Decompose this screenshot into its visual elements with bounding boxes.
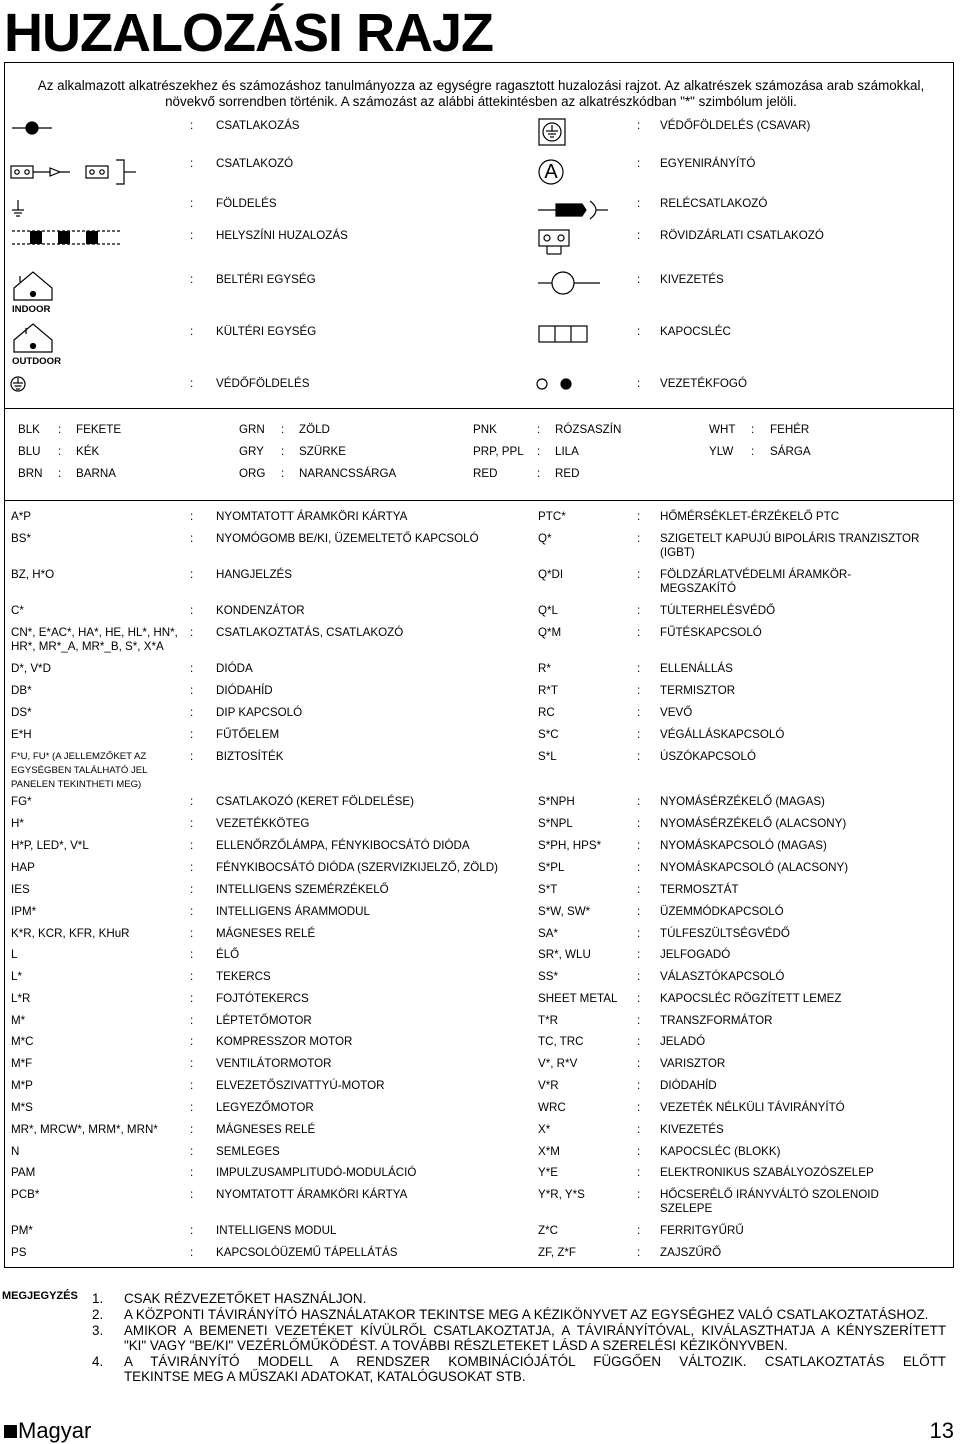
- component-description: FÉNYKIBOCSÁTÓ DIÓDA (SZERVIZKIJELZŐ, ZÖLD): [216, 861, 498, 874]
- component-description: VARISZTOR: [660, 1057, 726, 1070]
- colon: :: [537, 467, 541, 480]
- colon: :: [190, 817, 194, 830]
- colon: :: [190, 510, 194, 523]
- indoor-label: INDOOR: [12, 304, 51, 315]
- wire-color-code: RED: [473, 467, 498, 480]
- component-code: PCB*: [11, 1188, 40, 1201]
- component-code: WRC: [538, 1101, 566, 1114]
- component-code: X*: [538, 1123, 551, 1136]
- component-code: K*R, KCR, KFR, KHuR: [11, 927, 130, 940]
- component-description: VÁLASZTÓKAPCSOLÓ: [660, 970, 785, 983]
- note-number: 2.: [92, 1307, 104, 1322]
- component-code: PS: [11, 1246, 27, 1259]
- component-code: S*C: [538, 728, 559, 741]
- colon: :: [58, 423, 62, 436]
- wire-color-code: PRP, PPL: [473, 445, 524, 458]
- component-code: MR*, MRCW*, MRM*, MRN*: [11, 1123, 158, 1136]
- component-description: TERMISZTOR: [660, 684, 736, 697]
- component-description: DIÓDAHÍD: [660, 1079, 717, 1092]
- colon: :: [281, 467, 285, 480]
- colon: :: [190, 795, 194, 808]
- colon: :: [637, 795, 641, 808]
- component-code: M*P: [11, 1079, 33, 1092]
- symbol-description-right: KAPOCSLÉC: [660, 325, 731, 338]
- wire-color-name: NARANCSSÁRGA: [299, 467, 397, 480]
- component-description: DIÓDAHÍD: [216, 684, 273, 697]
- colon: :: [190, 861, 194, 874]
- colon: :: [637, 1123, 641, 1136]
- component-description: NYOMÁSÉRZÉKELŐ (ALACSONY): [660, 817, 847, 830]
- colon: :: [751, 423, 755, 436]
- symbol-description-left: FÖLDELÉS: [216, 197, 277, 210]
- component-code: S*T: [538, 883, 558, 896]
- colon: :: [190, 604, 194, 617]
- component-code: IES: [11, 883, 30, 896]
- component-description: FŰTÉSKAPCSOLÓ: [660, 626, 762, 639]
- component-code: DB*: [11, 684, 32, 697]
- colon: :: [637, 861, 641, 874]
- component-description: VEVŐ: [660, 706, 693, 719]
- wire-color-name: FEHÉR: [770, 423, 810, 436]
- component-code: S*L: [538, 750, 557, 763]
- component-code: V*R: [538, 1079, 559, 1092]
- colon: :: [637, 604, 641, 617]
- colon: :: [190, 568, 194, 581]
- colon: :: [637, 750, 641, 763]
- note-text-line: AMIKOR A BEMENETI VEZETÉKET KÍVÜLRŐL CSATLAKOZTATJA, A TÁVIRÁNYÍTÓVAL, KIVÁLASZTHATJA A KÉNYSZERÍTETT: [124, 1323, 946, 1338]
- colon: :: [537, 423, 541, 436]
- component-description: ZAJSZŰRŐ: [660, 1246, 722, 1259]
- colon: :: [637, 905, 641, 918]
- colon: :: [637, 1224, 641, 1237]
- colon: :: [751, 445, 755, 458]
- wire-color-name: SZÜRKE: [299, 445, 347, 458]
- colon: :: [190, 1057, 194, 1070]
- component-code: R*: [538, 662, 551, 675]
- component-code: D*, V*D: [11, 662, 51, 675]
- component-description: ELLENÁLLÁS: [660, 662, 733, 675]
- component-description: INTELLIGENS MODUL: [216, 1224, 337, 1237]
- colon: :: [190, 970, 194, 983]
- component-description: NYOMÓGOMB BE/KI, ÜZEMELTETŐ KAPCSOLÓ: [216, 532, 479, 545]
- wire-color-name: BARNA: [76, 467, 116, 480]
- colon: :: [190, 532, 194, 545]
- short-circuit-connector-symbol-icon: [539, 230, 569, 254]
- component-code: H*P, LED*, V*L: [11, 839, 89, 852]
- component-description: JELADÓ: [660, 1035, 706, 1048]
- colon: :: [190, 377, 194, 390]
- component-description: VEZETÉKKÖTEG: [216, 817, 310, 830]
- intro-text: Az alkalmazott alkatrészekhez és számozáshoz tanulmányozza az egységre ragasztott huzalozási rajzot. Az alkatrészek számozása arab számokkal, növekvő sorrendben történik. A számozást az alábbi áttekintésben az alkatrészkódban "*" szimbólum jelöli.: [37, 78, 925, 109]
- symbol-description-left: BELTÉRI EGYSÉG: [216, 273, 316, 286]
- component-description: NYOMTATOTT ÁRAMKÖRI KÁRTYA: [216, 1188, 408, 1201]
- protective-earth-screw-symbol-icon: [539, 119, 565, 145]
- colon: :: [281, 445, 285, 458]
- colon: :: [190, 1224, 194, 1237]
- component-code: T*R: [538, 1014, 558, 1027]
- component-description: KAPOCSLÉC RÖGZÍTETT LEMEZ: [660, 992, 842, 1005]
- component-description: VEZETÉK NÉLKÜLI TÁVIRÁNYÍTÓ: [660, 1101, 845, 1114]
- colon: :: [190, 706, 194, 719]
- colon: :: [190, 927, 194, 940]
- component-code: PM*: [11, 1224, 33, 1237]
- colon: :: [190, 1079, 194, 1092]
- component-description: KAPOCSLÉC (BLOKK): [660, 1145, 781, 1158]
- component-description: ELVEZETŐSZIVATTYÚ-MOTOR: [216, 1079, 385, 1092]
- colon: :: [637, 325, 641, 338]
- colon: :: [637, 273, 641, 286]
- outdoor-unit-symbol-icon: [14, 324, 52, 352]
- colon: :: [190, 905, 194, 918]
- component-description: NYOMÁSKAPCSOLÓ (ALACSONY): [660, 861, 849, 874]
- component-description: DIP KAPCSOLÓ: [216, 706, 303, 719]
- colon: :: [637, 1101, 641, 1114]
- colon: :: [190, 948, 194, 961]
- component-code: X*M: [538, 1145, 560, 1158]
- component-description: CSATLAKOZÓ (KERET FÖLDELÉSE): [216, 795, 414, 808]
- wire-color-code: GRN: [239, 423, 265, 436]
- component-description: ÜZEMMÓDKAPCSOLÓ: [660, 905, 784, 918]
- footer-language: [4, 1418, 91, 1444]
- component-code: H*: [11, 817, 24, 830]
- wire-color-code: PNK: [473, 423, 497, 436]
- component-description: NYOMTATOTT ÁRAMKÖRI KÁRTYA: [216, 510, 408, 523]
- component-code: CN*, E*AC*, HA*, HE, HL*, HN*, HR*, MR*_A, MR*_B, S*, X*A: [11, 626, 178, 653]
- colon: :: [637, 377, 641, 390]
- wire-color-name: SÁRGA: [770, 445, 811, 458]
- colon: :: [637, 532, 641, 545]
- colon: :: [190, 1246, 194, 1259]
- component-code: S*PL: [538, 861, 565, 874]
- note-text-line: TEKINTSE MEG A MŰSZAKI ADATOKAT, KATALÓGUSOKAT STB.: [124, 1369, 526, 1384]
- component-code: R*T: [538, 684, 558, 697]
- colon: :: [190, 1145, 194, 1158]
- component-code: Q*DI: [538, 568, 564, 581]
- colon: :: [190, 839, 194, 852]
- component-code: M*C: [11, 1035, 34, 1048]
- connection-symbol-icon: [12, 122, 52, 134]
- colon: :: [637, 970, 641, 983]
- component-description: KIVEZETÉS: [660, 1123, 724, 1136]
- relay-connector-symbol-icon: [538, 201, 608, 219]
- component-description: INTELLIGENS SZEMÉRZÉKELŐ: [216, 883, 389, 896]
- component-code: Y*R, Y*S: [538, 1188, 585, 1201]
- component-code: BZ, H*O: [11, 568, 55, 581]
- component-description: ÉLŐ: [216, 948, 240, 961]
- colon: :: [637, 1035, 641, 1048]
- symbol-description-right: EGYENIRÁNYÍTÓ: [660, 157, 756, 170]
- colon: :: [190, 1014, 194, 1027]
- component-description: TERMOSZTÁT: [660, 883, 739, 896]
- bullet-square-icon: [4, 1425, 17, 1438]
- component-description: VÉGÁLLÁSKAPCSOLÓ: [660, 728, 785, 741]
- component-code: Z*C: [538, 1224, 558, 1237]
- colon: :: [190, 662, 194, 675]
- component-code: N: [11, 1145, 20, 1158]
- colon: :: [190, 883, 194, 896]
- component-code: M*: [11, 1014, 26, 1027]
- colon: :: [637, 197, 641, 210]
- component-description: ÚSZÓKAPCSOLÓ: [660, 750, 756, 763]
- symbol-description-right: RELÉCSATLAKOZÓ: [660, 197, 768, 210]
- colon: :: [637, 510, 641, 523]
- colon: :: [190, 684, 194, 697]
- colon: :: [637, 157, 641, 170]
- colon: :: [637, 1145, 641, 1158]
- component-code: SR*, WLU: [538, 948, 591, 961]
- symbol-description-right: VEZETÉKFOGÓ: [660, 377, 747, 390]
- wire-color-code: BRN: [18, 467, 43, 480]
- component-code: DS*: [11, 706, 32, 719]
- component-description: KOMPRESSZOR MOTOR: [216, 1035, 353, 1048]
- component-code: S*PH, HPS*: [538, 839, 602, 852]
- colon: :: [190, 119, 194, 132]
- colon: :: [190, 1101, 194, 1114]
- component-code: ZF, Z*F: [538, 1246, 576, 1259]
- wire-color-code: BLU: [18, 445, 41, 458]
- component-description: VENTILÁTORMOTOR: [216, 1057, 332, 1070]
- component-description: HANGJELZÉS: [216, 568, 293, 581]
- component-description: SZIGETELT KAPUJÚ BIPOLÁRIS TRANZISZTOR (IGBT): [660, 532, 920, 559]
- component-code: A*P: [11, 510, 31, 523]
- colon: :: [637, 927, 641, 940]
- component-code: SS*: [538, 970, 558, 983]
- colon: :: [190, 157, 194, 170]
- wire-color-name: FEKETE: [76, 423, 122, 436]
- colon: :: [637, 992, 641, 1005]
- component-code: S*NPL: [538, 817, 573, 830]
- component-code: M*F: [11, 1057, 33, 1070]
- symbol-description-right: VÉDŐFÖLDELÉS (CSAVAR): [660, 119, 811, 132]
- wire-color-code: GRY: [239, 445, 264, 458]
- colon: :: [281, 423, 285, 436]
- colon: :: [637, 1014, 641, 1027]
- component-code: F*U, FU* (A JELLEMZŐKET AZ EGYSÉGBEN TALÁLHATÓ JEL PANELEN TEKINTHETI MEG): [11, 751, 148, 790]
- colon: :: [637, 706, 641, 719]
- symbol-description-left: KÜLTÉRI EGYSÉG: [216, 325, 317, 338]
- colon: :: [637, 229, 641, 242]
- wire-color-code: ORG: [239, 467, 266, 480]
- colon: :: [190, 750, 194, 763]
- wire-color-name: RÓZSASZÍN: [555, 423, 622, 436]
- component-description: TRANSZFORMÁTOR: [660, 1014, 773, 1027]
- symbol-description-left: CSATLAKOZÓ: [216, 157, 294, 170]
- wire-color-name: ZÖLD: [299, 423, 330, 436]
- component-description: CSATLAKOZTATÁS, CSATLAKOZÓ: [216, 626, 404, 639]
- component-code: V*, R*V: [538, 1057, 578, 1070]
- colon: :: [637, 948, 641, 961]
- notes-heading: MEGJEGYZÉS: [2, 1290, 78, 1302]
- colon: :: [637, 1166, 641, 1179]
- component-description: DIÓDA: [216, 662, 253, 675]
- wire-color-code: BLK: [18, 423, 40, 436]
- colon: :: [190, 229, 194, 242]
- component-code: L: [11, 948, 18, 961]
- note-number: 4.: [92, 1354, 104, 1369]
- note-text-line: "KI" VAGY "BE/KI" VEZÉRLŐMŰKÖDÉST. A TOVÁBBI RÉSZLETEKET LÁSD A SZERELÉSI KÉZIKÖNYVBEN.: [124, 1338, 788, 1353]
- note-number: 3.: [92, 1323, 104, 1338]
- component-code: S*W, SW*: [538, 905, 591, 918]
- component-description: SEMLEGES: [216, 1145, 280, 1158]
- component-code: PAM: [11, 1166, 36, 1179]
- wire-color-name: LILA: [555, 445, 579, 458]
- colon: :: [58, 445, 62, 458]
- section-divider: [4, 500, 954, 501]
- colon: :: [637, 626, 641, 639]
- component-code: M*S: [11, 1101, 33, 1114]
- component-description: MÁGNESES RELÉ: [216, 1123, 316, 1136]
- component-description: NYOMÁSKAPCSOLÓ (MAGAS): [660, 839, 827, 852]
- colon: :: [637, 119, 641, 132]
- component-description: NYOMÁSÉRZÉKELŐ (MAGAS): [660, 795, 825, 808]
- colon: :: [190, 1188, 194, 1201]
- protective-earth-symbol-icon: [11, 377, 25, 391]
- component-code: Q*: [538, 532, 552, 545]
- rectifier-letter: A: [544, 161, 558, 183]
- component-code: Y*E: [538, 1166, 558, 1179]
- component-description: ELEKTRONIKUS SZABÁLYOZÓSZELEP: [660, 1166, 874, 1179]
- page-title: HUZALOZÁSI RAJZ: [4, 3, 493, 63]
- colon: :: [190, 325, 194, 338]
- note-number: 1.: [92, 1291, 104, 1306]
- component-code: Q*L: [538, 604, 558, 617]
- wiring-symbols: [0, 110, 960, 410]
- indoor-unit-symbol-icon: [14, 272, 52, 300]
- component-description: TEKERCS: [216, 970, 271, 983]
- component-code: S*NPH: [538, 795, 575, 808]
- component-description: ELLENŐRZŐLÁMPA, FÉNYKIBOCSÁTÓ DIÓDA: [216, 839, 470, 852]
- component-code: FG*: [11, 795, 32, 808]
- colon: :: [637, 839, 641, 852]
- symbol-description-left: CSATLAKOZÁS: [216, 119, 300, 132]
- component-code: L*: [11, 970, 22, 983]
- colon: :: [637, 1057, 641, 1070]
- component-description: TÚLTERHELÉSVÉDŐ: [660, 604, 776, 617]
- page-number: 13: [929, 1418, 954, 1443]
- component-code: E*H: [11, 728, 32, 741]
- colon: :: [537, 445, 541, 458]
- component-code: TC, TRC: [538, 1035, 584, 1048]
- symbol-description-right: KIVEZETÉS: [660, 273, 724, 286]
- outdoor-label: OUTDOOR: [12, 356, 62, 367]
- component-description: LÉPTETŐMOTOR: [216, 1014, 312, 1027]
- colon: :: [637, 817, 641, 830]
- component-description: HŐCSERÉLŐ IRÁNYVÁLTÓ SZOLENOID SZELEPE: [660, 1188, 879, 1215]
- component-description: TÚLFESZÜLTSÉGVÉDŐ: [660, 927, 790, 940]
- component-code: SHEET METAL: [538, 992, 618, 1005]
- note-text-line: A TÁVIRÁNYÍTÓ MODELL A RENDSZER KOMBINÁCIÓJÁTÓL FÜGGŐEN VÁLTOZIK. CSATLAKOZTATÁS ELŐTT: [124, 1354, 946, 1369]
- component-code: RC: [538, 706, 555, 719]
- colon: :: [637, 684, 641, 697]
- colon: :: [637, 728, 641, 741]
- terminal-symbol-icon: [538, 272, 600, 294]
- colon: :: [190, 728, 194, 741]
- component-description: FOJTÓTEKERCS: [216, 992, 309, 1005]
- component-description: FŰTŐELEM: [216, 728, 280, 741]
- component-description: MÁGNESES RELÉ: [216, 927, 316, 940]
- symbol-description-right: RÖVIDZÁRLATI CSATLAKOZÓ: [660, 229, 824, 242]
- wire-color-code: WHT: [709, 423, 736, 436]
- component-description: FÖLDZÁRLATVÉDELMI ÁRAMKÖR-MEGSZAKÍTÓ: [660, 568, 852, 595]
- component-code: C*: [11, 604, 24, 617]
- colon: :: [190, 1166, 194, 1179]
- component-code: PTC*: [538, 510, 566, 523]
- component-description: HŐMÉRSÉKLET-ÉRZÉKELŐ PTC: [660, 510, 840, 523]
- symbol-description-left: VÉDŐFÖLDELÉS: [216, 377, 310, 390]
- colon: :: [58, 467, 62, 480]
- component-description: FERRITGYŰRŰ: [660, 1224, 744, 1237]
- component-description: LEGYEZŐMOTOR: [216, 1101, 314, 1114]
- component-code: IPM*: [11, 905, 37, 918]
- wire-color-name: KÉK: [76, 445, 100, 458]
- component-code: Q*M: [538, 626, 562, 639]
- colon: :: [637, 1188, 641, 1201]
- colon: :: [637, 1246, 641, 1259]
- colon: :: [637, 568, 641, 581]
- field-wiring-symbol-icon: [12, 231, 120, 244]
- component-code: L*R: [11, 992, 31, 1005]
- component-code: HAP: [11, 861, 35, 874]
- symbol-description-left: HELYSZÍNI HUZALOZÁS: [216, 229, 348, 242]
- note-text-line: CSAK RÉZVEZETŐKET HASZNÁLJON.: [124, 1291, 367, 1306]
- colon: :: [190, 273, 194, 286]
- colon: :: [190, 1123, 194, 1136]
- wire-clamp-symbol-icon: [537, 379, 571, 389]
- component-description: BIZTOSÍTÉK: [216, 750, 284, 763]
- connector-symbol-icon: [11, 160, 136, 184]
- component-description: INTELLIGENS ÁRAMMODUL: [216, 905, 370, 918]
- component-description: IMPULZUSAMPLITUDÓ-MODULÁCIÓ: [216, 1166, 417, 1179]
- colon: :: [190, 197, 194, 210]
- terminal-strip-symbol-icon: [539, 326, 587, 342]
- colon: :: [190, 992, 194, 1005]
- colon: :: [637, 662, 641, 675]
- component-code: BS*: [11, 532, 31, 545]
- wire-color-name: RED: [555, 467, 580, 480]
- language-label: Magyar: [18, 1418, 92, 1443]
- colon: :: [637, 1079, 641, 1092]
- wire-color-code: YLW: [709, 445, 734, 458]
- component-code: SA*: [538, 927, 558, 940]
- colon: :: [637, 883, 641, 896]
- component-description: KONDENZÁTOR: [216, 604, 305, 617]
- earth-symbol-icon: [12, 200, 24, 216]
- component-description: JELFOGADÓ: [660, 948, 731, 961]
- colon: :: [190, 626, 194, 639]
- component-description: KAPCSOLÓÜZEMŰ TÁPELLÁTÁS: [216, 1246, 398, 1259]
- colon: :: [190, 1035, 194, 1048]
- note-text-line: A KÖZPONTI TÁVIRÁNYÍTÓ HASZNÁLATAKOR TEKINTSE MEG A KÉZIKÖNYVET AZ EGYSÉGHEZ VALÓ CSATLAKOZTATÁSHOZ.: [124, 1307, 929, 1322]
